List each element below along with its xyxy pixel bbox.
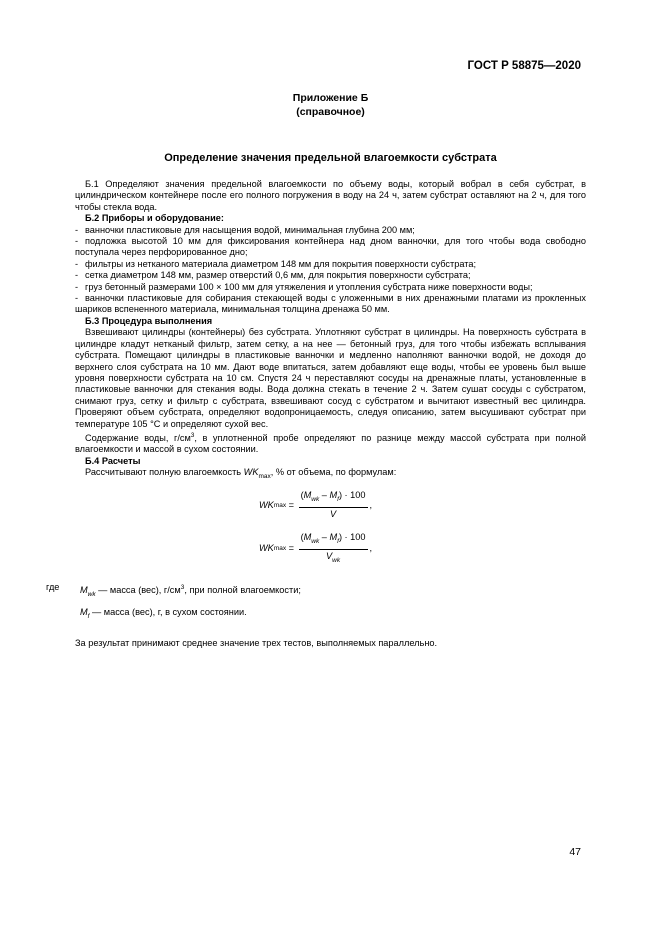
list-item: - ванночки пластиковые для собирания стекающей воды с уложенными в них дренажными платами из прокленных шариков вспененного материала, минимальная толщина дренажа 50 мм. bbox=[75, 293, 586, 315]
list-item: - груз бетонный размерами 100 × 100 мм для утяжеления и утопления субстрата ниже поверхности воды; bbox=[75, 281, 533, 292]
page-title: Определение значения предельной влагоемкости субстрата bbox=[164, 152, 497, 164]
formula-1-denominator: V bbox=[329, 508, 337, 519]
formula-1-fraction bbox=[299, 490, 368, 520]
water-content-paragraph: Содержание воды, $г/см^3$, в уплотненной пробе определяют по разнице между массой субстрата при полной влагоемкости и массой в сухом состоянии. bbox=[75, 431, 586, 455]
where-mwk: где $M_{wk}$ — масса (вес), $г/см^3$, при полной влагоемкости; bbox=[46, 582, 301, 599]
intro-paragraph: Б.1 Определяют значения предельной влагоемкости по объему воды, который вобрал в себя субстрат, в цилиндрическом контейнере после его полного погружения в воду на 24 ч, затем субстрат оставляют на 2 ч, для того чтобы стекла вода. bbox=[75, 179, 586, 212]
procedure-paragraph: Взвешивают цилиндры (контейнеры) без субстрата. Уплотняют субстрат в цилиндры. На поверхность субстрата в цилиндре кладут нетканый фильтр, затем сетку, а на нее — бетонный груз, для того чтобы избежать всплывания субстрата. Помещают цилиндры в пластиковые ванночки и медленно наполняют ванночки водой, не доходя до верхнего слоя субстрата на 10 мм. Дают воде впитаться, затем добавляют еще воды, чтобы ее уровень был выше уровня поверхности субстрата на 10 см. Спустя 24 ч переставляют сосуды на дренажные платы, установленные в пластиковые ванночки для стекания воды. Вода должна стекать в течение 2 ч. Затем сушат сосуды с субстратом, снимают груз, сетку и фильтр с субстрата, взвешивают сосуд с субстратом и вычитают известный вес цилиндра. Проверяют объем субстрата, определяют водопроницаемость, следуя описанию, затем высушивают субстрат при температуре 105 °С и определяют сухой вес. bbox=[75, 327, 586, 429]
formula-2-numerator: $(M_{wk} - M_f) \cdot 100$ bbox=[299, 532, 368, 549]
formula-block bbox=[75, 482, 586, 582]
list-item: - сетка диаметром 148 мм, размер отверстий 0,6 мм, для покрытия поверхности субстрата; bbox=[75, 270, 471, 281]
formula-2-fraction bbox=[299, 532, 368, 565]
section-b4-heading: Б.4 Расчеты bbox=[85, 455, 141, 466]
formula-1-numerator: $(M_{wk} - M_f) \cdot 100$ bbox=[299, 490, 368, 507]
where-mf: $M_f$ — масса (вес), г, в сухом состоянии. bbox=[80, 606, 247, 620]
appendix-title: Приложение Б bbox=[292, 92, 369, 104]
list-item: - ванночки пластиковые для насыщения водой, минимальная глубина 200 мм; bbox=[75, 224, 415, 235]
appendix-heading bbox=[0, 91, 661, 119]
calc-intro: Рассчитывают полную влагоемкость $WK_{max}$, % от объема, по формулам: bbox=[85, 467, 397, 481]
section-b3-heading: Б.3 Процедура выполнения bbox=[85, 315, 213, 326]
standard-number: ГОСТ Р 58875—2020 bbox=[467, 60, 581, 72]
document-body bbox=[46, 179, 586, 649]
list-item: - фильтры из нетканого материала диаметром 148 мм для покрытия поверхности субстрата; bbox=[75, 258, 477, 269]
conclusion-paragraph: За результат принимают среднее значение трех тестов, выполняемых параллельно. bbox=[75, 637, 438, 648]
formula-2: WK max = $\frac{(M_{wk} - M_f) \cdot 100}{V_{wk}}$ , bbox=[259, 532, 372, 565]
formula-2-denominator: $V_{wk}$ bbox=[325, 550, 341, 564]
list-item: - подложка высотой 10 мм для фиксирования контейнера над дном ванночки, для того чтобы вода свободно поступала через перфорированное дно; bbox=[75, 236, 586, 258]
appendix-subtitle: (справочное) bbox=[296, 106, 365, 118]
section-b2-heading: Б.2 Приборы и оборудование: bbox=[85, 213, 224, 224]
formula-1: WK max = $\frac{(M_{wk} - M_f) \cdot 100}{V}$ , bbox=[259, 490, 373, 519]
where-block bbox=[46, 582, 586, 622]
page-number: 47 bbox=[569, 846, 581, 858]
